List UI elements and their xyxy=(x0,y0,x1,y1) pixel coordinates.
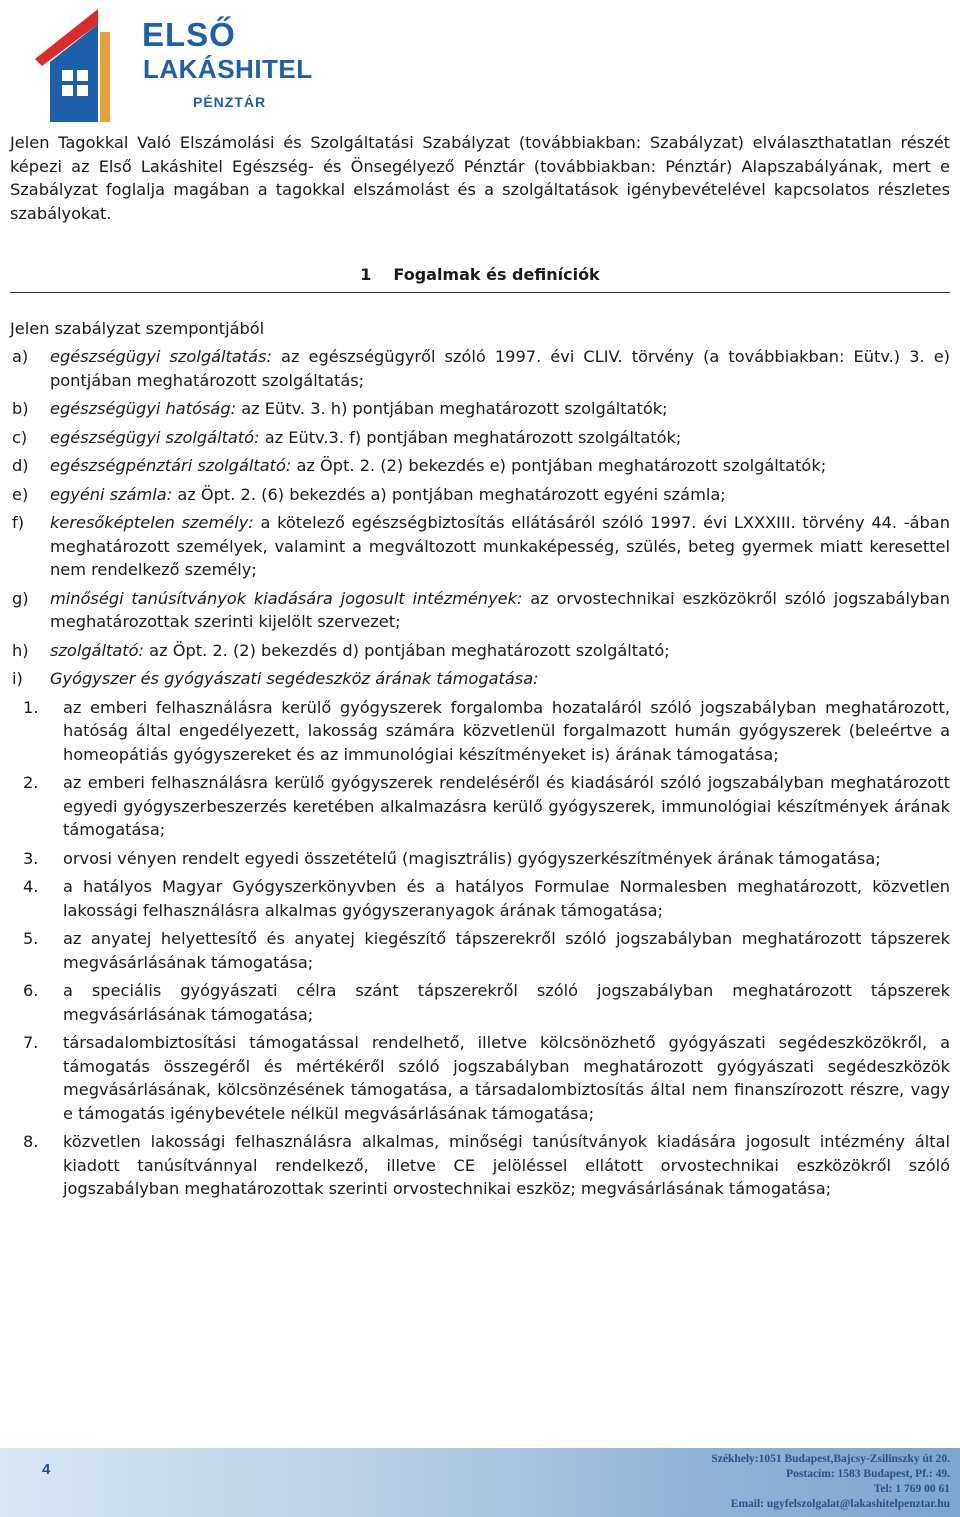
numbered-item xyxy=(10,771,950,842)
definition-marker: e) xyxy=(12,484,29,504)
definition-description: az Öpt. 2. (2) bekezdés e) pontjában meghatározott szolgáltatók; xyxy=(291,456,827,475)
definition-description: az Eütv. 3. h) pontjában meghatározott szolgáltatók; xyxy=(236,399,668,418)
footer-address-line: Székhely:1051 Budapest,Bajcsy-Zsilinszky út 20. xyxy=(711,1453,950,1465)
section-heading xyxy=(10,263,950,293)
definition-text xyxy=(50,511,950,582)
numbered-marker: 8. xyxy=(23,1132,39,1151)
numbered-text: orvosi vényen rendelt egyedi összetételű (magisztrális) gyógyszerkészítmények árának támogatása; xyxy=(63,848,881,868)
definition-text xyxy=(50,483,950,507)
definition-text xyxy=(50,454,950,478)
section-title: Fogalmak és definíciók xyxy=(393,265,600,284)
definition-text xyxy=(50,426,950,450)
logo-line-3: PÉNZTÁR xyxy=(193,94,267,110)
footer-phone-line: Tel: 1 769 00 61 xyxy=(873,1483,950,1495)
definition-term: keresőképtelen személy: xyxy=(50,513,254,532)
definition-term: egészségügyi szolgáltatás: xyxy=(50,347,272,366)
numbered-item xyxy=(10,1031,950,1125)
definition-item xyxy=(10,483,950,507)
definition-description: az Öpt. 2. (2) bekezdés d) pontjában meghatározott szolgáltató; xyxy=(144,640,670,660)
definition-marker: b) xyxy=(12,399,29,418)
subheading: Jelen szabályzat szempontjából xyxy=(10,318,265,338)
numbered-text: az anyatej helyettesítő és anyatej kiegészítő tápszerekről szóló jogszabályban meghatározott tápszerek megvásárlásának támogatása; xyxy=(63,929,950,972)
definition-item xyxy=(10,426,950,450)
numbered-item xyxy=(10,847,950,871)
definition-item xyxy=(10,454,950,478)
definition-marker: c) xyxy=(12,427,28,447)
definition-marker: g) xyxy=(12,588,29,608)
section-number: 1 xyxy=(360,265,372,284)
definition-text xyxy=(50,587,950,634)
logo-line-1: ELSŐ xyxy=(142,16,236,53)
footer-postal-line: Postacím: 1583 Budapest, Pf.: 49. xyxy=(786,1468,950,1480)
definition-marker: f) xyxy=(12,513,25,532)
definition-term: egészségügyi szolgáltató: xyxy=(50,427,260,447)
definition-text xyxy=(50,397,950,421)
definition-description: az Öpt. 2. (6) bekezdés a) pontjában meghatározott egyéni számla; xyxy=(172,484,726,504)
intro-paragraph: Jelen Tagokkal Való Elszámolási és Szolgáltatási Szabályzat (továbbiakban: Szabályzat) elválaszthatatlan részét képezi az Első Lakáshitel Egészség- és Önsegélyező Pénztár (továbbiakban: Pénztár) Alapszabályának, mert e Szabályzat foglalja magában a tagokkal elszámolást és a szolgáltatások igénybevételével kapcsolatos részletes szabályokat. xyxy=(10,133,950,223)
house-logo-icon xyxy=(30,4,140,124)
numbered-text: közvetlen lakossági felhasználásra alkalmas, minőségi tanúsítványok kiadására jogosult intézmény által kiadott tanúsítvánnyal rendelkező, illetve CE jelöléssel ellátott orvostechnikai eszközökről szóló jogszabályban meghatározottak szerinti orvostechnikai eszköz; megvásárlásának támogatása; xyxy=(63,1132,950,1198)
definition-item xyxy=(10,639,950,663)
definition-item xyxy=(10,397,950,421)
numbered-marker: 5. xyxy=(23,929,39,948)
definition-item xyxy=(10,511,950,582)
definition-text xyxy=(50,667,950,691)
numbered-text: a hatályos Magyar Gyógyszerkönyvben és a hatályos Formulae Normalesben meghatározott, közvetlen lakossági felhasználásra alkalmas gyógyszeranyagok árának támogatása; xyxy=(63,877,950,920)
numbered-text: az emberi felhasználásra kerülő gyógyszerek rendeléséről és kiadásáról szóló jogszabályban meghatározott egyedi gyógyszerbeszerzés keretében alkalmazásra kerülő gyógyszerek, immunológiai készítmények árának támogatása; xyxy=(63,773,950,839)
document-body xyxy=(10,131,950,1201)
definition-marker: a) xyxy=(12,347,29,366)
definition-text xyxy=(50,639,950,663)
definition-term: Gyógyszer és gyógyászati segédeszköz árának támogatása: xyxy=(50,669,539,688)
definitions-list xyxy=(10,345,950,691)
definition-item xyxy=(10,667,950,691)
definition-term: szolgáltató: xyxy=(50,640,144,660)
footer-email-line[interactable]: Email: ugyfelszolgalat@lakashitelpenztar.hu xyxy=(730,1498,950,1510)
definition-item xyxy=(10,345,950,392)
definition-marker: i) xyxy=(12,669,23,688)
definition-term: egészségügyi hatóság: xyxy=(50,399,237,418)
definition-item xyxy=(10,587,950,634)
definition-marker: h) xyxy=(12,640,29,660)
logo-line-2: LAKÁSHITEL xyxy=(143,54,313,84)
numbered-item xyxy=(10,927,950,974)
definition-term: egészségpénztári szolgáltató: xyxy=(50,456,292,475)
page-footer xyxy=(0,1448,960,1517)
numbered-text: társadalombiztosítási támogatással rendelhető, illetve kölcsönözhető gyógyászati segédeszközökről, a támogatás összegéről és mértékéről szóló jogszabályban meghatározott gyógyászati segédeszközök megvásárlásának, kölcsönzésének támogatása, a társadalombiztosítás által nem finanszírozott részre, vagy e támogatás igénybevétele nélkül megvásárlásának támogatása; xyxy=(63,1033,950,1123)
page-number: 4 xyxy=(42,1461,51,1478)
numbered-marker: 4. xyxy=(23,877,39,896)
definition-description: az egészségügyről szóló 1997. évi CLIV. törvény (a továbbiakban: Eütv.) 3. e) pontjában meghatározott szolgáltatás; xyxy=(50,347,950,390)
definition-description: az Eütv.3. f) pontjában meghatározott szolgáltatók; xyxy=(259,427,682,447)
numbered-marker: 7. xyxy=(23,1033,39,1052)
numbered-item xyxy=(10,1130,950,1201)
definition-term: egyéni számla: xyxy=(50,484,173,504)
numbered-marker: 1. xyxy=(23,697,39,717)
numbered-item xyxy=(10,696,950,767)
numbered-item xyxy=(10,979,950,1026)
definition-text xyxy=(50,345,950,392)
company-logo xyxy=(30,4,313,124)
definition-term: minőségi tanúsítványok kiadására jogosult intézmények: xyxy=(50,588,523,608)
definition-description: az orvostechnikai eszközökről szóló jogszabályban meghatározottak szerinti kijelölt szervezet; xyxy=(50,588,950,631)
numbered-list xyxy=(10,696,950,1201)
numbered-marker: 2. xyxy=(23,773,39,792)
definition-marker: d) xyxy=(12,456,29,475)
footer-address xyxy=(711,1452,950,1512)
numbered-text: az emberi felhasználásra kerülő gyógyszerek forgalomba hozataláról szóló jogszabályban meghatározott, hatóság által engedélyezett, lakosság számára közvetlenül forgalmazott humán gyógyszerek (beleértve a homeopátiás gyógyszereket és az immunológiai készítményeket is) árának támogatása; xyxy=(63,697,950,764)
definition-description: a kötelező egészségbiztosítás ellátásáról szóló 1997. évi LXXXIII. törvény 44. -ában meghatározott személyek, valamint a megváltozott munkaképesség, szülés, beteg gyermek miatt keresettel nem rendelkező személy; xyxy=(50,513,950,579)
numbered-marker: 3. xyxy=(23,848,39,868)
numbered-marker: 6. xyxy=(23,981,39,1000)
numbered-text: a speciális gyógyászati célra szánt tápszerekről szóló jogszabályban meghatározott tápszerek megvásárlásának támogatása; xyxy=(63,981,950,1024)
numbered-item xyxy=(10,875,950,922)
